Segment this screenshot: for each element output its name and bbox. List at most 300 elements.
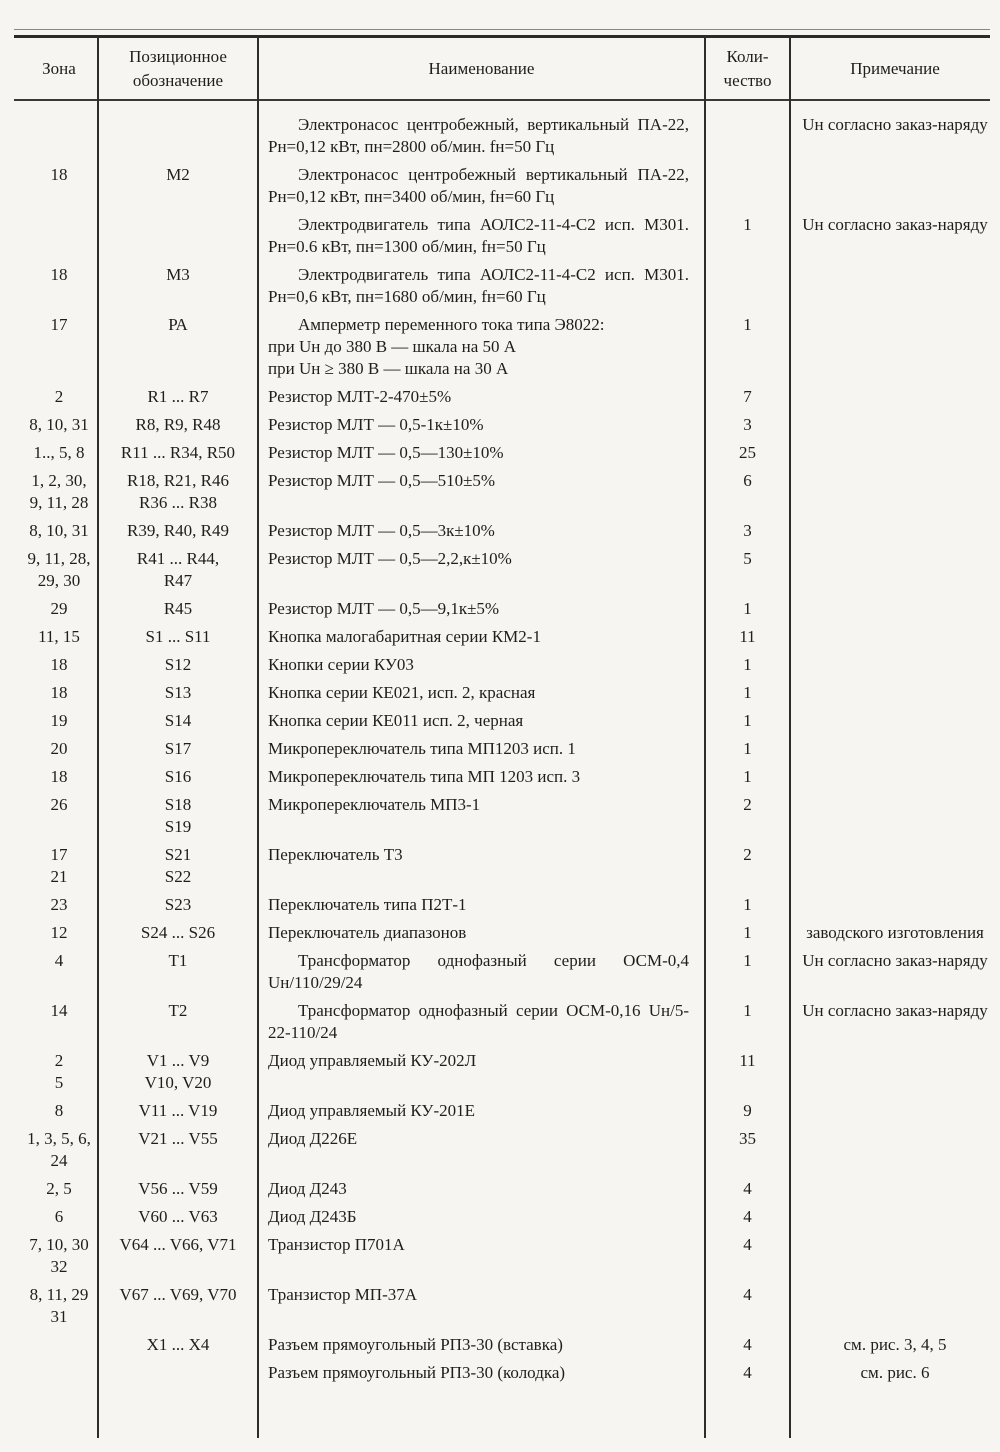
pos-text: М3 — [166, 265, 190, 284]
zone-text: 2 — [54, 387, 64, 406]
name-text: Электродвигатель типа АОЛС2-11-4-С2 исп. М301. Рн=0,6 кВт, пн=1680 об/мин, fн=60 Гц — [268, 265, 689, 306]
name-text: Электронасос центробежный, вертикальный ПА-22, Рн=0,12 кВт, пн=2800 об/мин. fн=50 Гц — [268, 115, 689, 156]
pos-text: М2 — [166, 165, 190, 184]
qty-cell — [705, 114, 790, 158]
name-text: Транзистор МП-37А — [268, 1285, 418, 1304]
note-cell — [790, 794, 1000, 838]
table-row — [20, 1096, 1000, 1124]
zone-text: 9, 11, 28, — [27, 549, 91, 568]
pos-cell — [98, 1284, 258, 1328]
table-row — [20, 594, 1000, 622]
note-cell — [790, 1128, 1000, 1172]
pos-text: R8, R9, R48 — [135, 415, 221, 434]
zone-text: 8, 10, 31 — [29, 521, 89, 540]
qty-cell — [705, 738, 790, 760]
pos-text: S22 — [164, 867, 192, 886]
zone-cell — [20, 314, 98, 380]
pos-cell — [98, 114, 258, 158]
pos-text: S18 — [164, 795, 192, 814]
pos-text: V10, V20 — [144, 1073, 212, 1092]
note-cell — [790, 1206, 1000, 1228]
zone-text: 1, 2, 30, — [31, 471, 87, 490]
pos-text: R18, R21, R46 — [126, 471, 230, 490]
qty-cell — [705, 1234, 790, 1278]
zone-cell — [20, 520, 98, 542]
zone-cell — [20, 214, 98, 258]
qty-cell — [705, 1100, 790, 1122]
table-body — [20, 104, 1000, 1386]
zone-cell — [20, 1050, 98, 1094]
zone-cell — [20, 548, 98, 592]
qty-cell — [705, 470, 790, 514]
qty-cell — [705, 1284, 790, 1328]
note-cell — [790, 950, 1000, 994]
note-text: Uн согласно заказ-наряду — [802, 1001, 988, 1020]
pos-cell — [98, 1000, 258, 1044]
qty-text: 2 — [743, 795, 752, 814]
name-text: Резистор МЛТ — 0,5-1к±10% — [268, 415, 484, 434]
name-cell — [258, 922, 705, 944]
zone-cell — [20, 442, 98, 464]
qty-text: 9 — [743, 1101, 752, 1120]
pos-text: V56 ... V59 — [138, 1179, 218, 1198]
header-note — [790, 57, 1000, 81]
table-row — [20, 1358, 1000, 1386]
note-cell — [790, 1050, 1000, 1094]
table-row — [20, 1280, 1000, 1330]
zone-cell — [20, 922, 98, 944]
name-cell — [258, 654, 705, 676]
name-text: при Uн до 380 В — шкала на 50 А — [268, 337, 517, 356]
name-text: Разъем прямоугольный РП3-30 (вставка) — [268, 1335, 563, 1354]
zone-text: 31 — [50, 1307, 68, 1326]
table-row — [20, 762, 1000, 790]
qty-text: 1 — [743, 215, 752, 234]
pos-text: R39, R40, R49 — [126, 521, 230, 540]
zone-cell — [20, 1234, 98, 1278]
qty-text: 1 — [743, 739, 752, 758]
name-cell — [258, 1234, 705, 1278]
zone-cell — [20, 844, 98, 888]
qty-cell — [705, 520, 790, 542]
header-quantity — [705, 45, 790, 93]
qty-cell — [705, 442, 790, 464]
note-cell — [790, 314, 1000, 380]
zone-text: 17 — [50, 315, 68, 334]
qty-cell — [705, 164, 790, 208]
table-row — [20, 706, 1000, 734]
name-cell — [258, 264, 705, 308]
zone-cell — [20, 738, 98, 760]
zone-cell — [20, 766, 98, 788]
note-text: Uн согласно заказ-наряду — [802, 215, 988, 234]
header-qty-label-line2: чество — [723, 71, 772, 90]
zone-text: 19 — [50, 711, 68, 730]
qty-cell — [705, 626, 790, 648]
zone-text: 5 — [54, 1073, 64, 1092]
zone-text: 29 — [50, 599, 68, 618]
pos-text: R45 — [163, 599, 193, 618]
name-cell — [258, 766, 705, 788]
pos-cell — [98, 414, 258, 436]
pos-cell — [98, 1050, 258, 1094]
note-text: Uн согласно заказ-наряду — [802, 951, 988, 970]
note-cell — [790, 738, 1000, 760]
pos-text: R36 ... R38 — [139, 493, 217, 512]
qty-cell — [705, 1206, 790, 1228]
pos-text: Т1 — [168, 951, 188, 970]
zone-text: 11, 15 — [38, 627, 80, 646]
pos-cell — [98, 844, 258, 888]
qty-text: 3 — [743, 415, 752, 434]
name-text: Кнопка серии КЕ021, исп. 2, красная — [268, 683, 536, 702]
pos-text: S23 — [164, 895, 192, 914]
qty-cell — [705, 710, 790, 732]
pos-cell — [98, 164, 258, 208]
qty-cell — [705, 922, 790, 944]
header-note-label: Примечание — [850, 59, 940, 78]
note-cell — [790, 520, 1000, 542]
name-text: Резистор МЛТ — 0,5—3к±10% — [268, 521, 495, 540]
qty-text: 3 — [743, 521, 752, 540]
note-cell — [790, 626, 1000, 648]
note-cell — [790, 1234, 1000, 1278]
table-row — [20, 1230, 1000, 1280]
name-text: Кнопки серии КУ03 — [268, 655, 414, 674]
zone-text: 8, 11, 29 — [29, 1285, 89, 1304]
pos-cell — [98, 1206, 258, 1228]
name-text: Электродвигатель типа АОЛС2-11-4-С2 исп. М301. Рн=0.6 кВт, пн=1300 об/мин, fн=50 Гц — [268, 215, 689, 256]
table-row — [20, 996, 1000, 1046]
zone-cell — [20, 1362, 98, 1384]
zone-text: 8 — [54, 1101, 64, 1120]
pos-text: V67 ... V69, V70 — [119, 1285, 237, 1304]
zone-cell — [20, 654, 98, 676]
pos-cell — [98, 654, 258, 676]
name-cell — [258, 1334, 705, 1356]
header-position-designation — [98, 45, 258, 93]
pos-text: S16 — [164, 767, 192, 786]
pos-text: S12 — [164, 655, 192, 674]
zone-text: 23 — [50, 895, 68, 914]
note-text: заводского изготовления — [806, 923, 984, 942]
qty-text: 25 — [739, 443, 756, 462]
name-cell — [258, 710, 705, 732]
pos-text: S17 — [164, 739, 192, 758]
zone-cell — [20, 1284, 98, 1328]
table-row — [20, 678, 1000, 706]
table-row — [20, 790, 1000, 840]
note-cell — [790, 844, 1000, 888]
note-cell — [790, 710, 1000, 732]
qty-text: 5 — [743, 549, 752, 568]
name-cell — [258, 844, 705, 888]
table-row — [20, 946, 1000, 996]
name-cell — [258, 548, 705, 592]
qty-cell — [705, 654, 790, 676]
qty-cell — [705, 894, 790, 916]
zone-cell — [20, 1206, 98, 1228]
table-row — [20, 734, 1000, 762]
table-header — [20, 38, 1000, 100]
table-row — [20, 382, 1000, 410]
pos-text: V11 ... V19 — [138, 1101, 218, 1120]
name-text: Резистор МЛТ — 0,5—9,1к±5% — [268, 599, 500, 618]
name-cell — [258, 1100, 705, 1122]
pos-cell — [98, 442, 258, 464]
name-text: Диод Д243Б — [268, 1207, 357, 1226]
note-cell — [790, 548, 1000, 592]
note-cell — [790, 386, 1000, 408]
note-cell — [790, 1000, 1000, 1044]
qty-cell — [705, 1178, 790, 1200]
name-text: Диод Д226Е — [268, 1129, 358, 1148]
table-row — [20, 1202, 1000, 1230]
zone-text: 21 — [50, 867, 68, 886]
note-cell — [790, 654, 1000, 676]
qty-text: 6 — [743, 471, 752, 490]
zone-cell — [20, 950, 98, 994]
pos-text: S14 — [164, 711, 192, 730]
name-cell — [258, 314, 705, 380]
pos-text: R1 ... R7 — [147, 387, 209, 406]
pos-text: V64 ... V66, V71 — [119, 1235, 237, 1254]
name-cell — [258, 414, 705, 436]
pos-text: R11 ... R34, R50 — [120, 443, 236, 462]
table-row — [20, 260, 1000, 310]
name-text: Диод управляемый КУ-201Е — [268, 1101, 476, 1120]
name-cell — [258, 1178, 705, 1200]
name-cell — [258, 520, 705, 542]
name-text: Трансформатор однофазный серии ОСМ-0,16 Uн/5-22-110/24 — [268, 1001, 689, 1042]
qty-text: 1 — [743, 683, 752, 702]
qty-text: 1 — [743, 767, 752, 786]
pos-text: S13 — [164, 683, 192, 702]
name-text: Амперметр переменного тока типа Э8022: — [298, 315, 605, 334]
note-cell — [790, 1178, 1000, 1200]
name-cell — [258, 1000, 705, 1044]
qty-text: 1 — [743, 923, 752, 942]
table-row — [20, 466, 1000, 516]
note-cell — [790, 1284, 1000, 1328]
header-zone-label: Зона — [42, 59, 76, 78]
qty-cell — [705, 682, 790, 704]
note-cell — [790, 1100, 1000, 1122]
note-cell — [790, 470, 1000, 514]
table-row — [20, 544, 1000, 594]
table-row — [20, 210, 1000, 260]
note-cell — [790, 1334, 1000, 1356]
zone-cell — [20, 114, 98, 158]
table-row — [20, 622, 1000, 650]
note-cell — [790, 164, 1000, 208]
zone-text: 12 — [50, 923, 68, 942]
name-text: Кнопка серии КЕ011 исп. 2, черная — [268, 711, 524, 730]
name-text: Микропереключатель типа МП 1203 исп. 3 — [268, 767, 581, 786]
qty-cell — [705, 844, 790, 888]
note-cell — [790, 1362, 1000, 1384]
note-cell — [790, 922, 1000, 944]
table-row — [20, 918, 1000, 946]
qty-text: 1 — [743, 655, 752, 674]
pos-cell — [98, 470, 258, 514]
note-text: Uн согласно заказ-наряду — [802, 115, 988, 134]
pos-cell — [98, 598, 258, 620]
pos-text: V60 ... V63 — [138, 1207, 218, 1226]
name-text: Резистор МЛТ — 0,5—2,2,к±10% — [268, 549, 512, 568]
pos-cell — [98, 626, 258, 648]
zone-cell — [20, 1334, 98, 1356]
table-row — [20, 310, 1000, 382]
pos-text: V21 ... V55 — [138, 1129, 218, 1148]
qty-text: 11 — [739, 627, 756, 646]
top-rule-thin — [14, 29, 990, 30]
qty-cell — [705, 1362, 790, 1384]
zone-text: 17 — [50, 845, 68, 864]
name-cell — [258, 950, 705, 994]
qty-cell — [705, 386, 790, 408]
pos-text: РА — [168, 315, 188, 334]
table-row — [20, 1330, 1000, 1358]
name-text: Кнопка малогабаритная серии КМ2-1 — [268, 627, 541, 646]
name-cell — [258, 114, 705, 158]
table-row — [20, 160, 1000, 210]
zone-text: 18 — [50, 655, 68, 674]
zone-cell — [20, 626, 98, 648]
zone-text: 8, 10, 31 — [29, 415, 89, 434]
name-text: Резистор МЛТ — 0,5—130±10% — [268, 443, 504, 462]
zone-text: 24 — [50, 1151, 68, 1170]
pos-cell — [98, 794, 258, 838]
pos-text: R47 — [163, 571, 193, 590]
zone-text: 18 — [50, 165, 68, 184]
table-row — [20, 1174, 1000, 1202]
qty-cell — [705, 1334, 790, 1356]
name-text: Резистор МЛТ — 0,5—510±5% — [268, 471, 496, 490]
qty-text: 1 — [743, 895, 752, 914]
qty-text: 4 — [743, 1179, 752, 1198]
pos-cell — [98, 1178, 258, 1200]
note-text: см. рис. 3, 4, 5 — [843, 1335, 947, 1354]
name-cell — [258, 1362, 705, 1384]
zone-cell — [20, 414, 98, 436]
note-cell — [790, 766, 1000, 788]
pos-cell — [98, 1128, 258, 1172]
name-cell — [258, 386, 705, 408]
zone-cell — [20, 164, 98, 208]
pos-cell — [98, 214, 258, 258]
qty-text: 4 — [743, 1335, 752, 1354]
name-cell — [258, 214, 705, 258]
zone-text: 18 — [50, 683, 68, 702]
table-row — [20, 1124, 1000, 1174]
name-cell — [258, 1206, 705, 1228]
qty-text: 4 — [743, 1285, 752, 1304]
name-cell — [258, 598, 705, 620]
name-cell — [258, 1128, 705, 1172]
qty-cell — [705, 214, 790, 258]
pos-cell — [98, 264, 258, 308]
name-cell — [258, 1284, 705, 1328]
qty-cell — [705, 1050, 790, 1094]
name-text: Транзистор П701А — [268, 1235, 405, 1254]
zone-cell — [20, 710, 98, 732]
note-cell — [790, 414, 1000, 436]
name-text: Переключатель типа П2Т-1 — [268, 895, 467, 914]
name-text: Электронасос центробежный вертикальный ПА-22, Рн=0,12 кВт, пн=3400 об/мин, fн=60 Гц — [268, 165, 689, 206]
zone-text: 1, 3, 5, 6, — [27, 1129, 91, 1148]
note-cell — [790, 264, 1000, 308]
qty-cell — [705, 794, 790, 838]
qty-cell — [705, 1000, 790, 1044]
qty-cell — [705, 766, 790, 788]
header-pos-label-line2: обозначение — [132, 71, 224, 90]
name-text: Разъем прямоугольный РП3-30 (колодка) — [268, 1363, 566, 1382]
name-cell — [258, 626, 705, 648]
table-row — [20, 890, 1000, 918]
name-text: при Uн ≥ 380 В — шкала на 30 А — [268, 359, 509, 378]
qty-cell — [705, 414, 790, 436]
table-row — [20, 110, 1000, 160]
pos-text: S1 ... S11 — [145, 627, 211, 646]
zone-text: 2 — [54, 1051, 64, 1070]
qty-cell — [705, 598, 790, 620]
note-cell — [790, 894, 1000, 916]
qty-cell — [705, 314, 790, 380]
zone-cell — [20, 894, 98, 916]
qty-cell — [705, 548, 790, 592]
pos-cell — [98, 922, 258, 944]
header-name — [258, 57, 705, 81]
header-name-label: Наименование — [428, 59, 535, 78]
qty-cell — [705, 950, 790, 994]
table-row — [20, 516, 1000, 544]
qty-cell — [705, 264, 790, 308]
name-cell — [258, 894, 705, 916]
name-text: Трансформатор однофазный серии ОСМ-0,4 Uн/110/29/24 — [268, 951, 689, 992]
pos-cell — [98, 710, 258, 732]
pos-cell — [98, 1362, 258, 1384]
qty-text: 4 — [743, 1207, 752, 1226]
pos-cell — [98, 386, 258, 408]
zone-text: 14 — [50, 1001, 68, 1020]
zone-cell — [20, 1000, 98, 1044]
note-cell — [790, 682, 1000, 704]
pos-text: R41 ... R44, — [136, 549, 220, 568]
pos-cell — [98, 1100, 258, 1122]
name-cell — [258, 1050, 705, 1094]
qty-text: 1 — [743, 599, 752, 618]
zone-cell — [20, 598, 98, 620]
name-text: Резистор МЛТ-2-470±5% — [268, 387, 452, 406]
name-cell — [258, 738, 705, 760]
qty-text: 1 — [743, 315, 752, 334]
zone-text: 1.., 5, 8 — [33, 443, 85, 462]
note-cell — [790, 442, 1000, 464]
pos-cell — [98, 682, 258, 704]
pos-cell — [98, 548, 258, 592]
zone-text: 7, 10, 30 — [29, 1235, 89, 1254]
header-pos-label-line1: Позиционное — [129, 47, 227, 66]
name-cell — [258, 164, 705, 208]
table-row — [20, 438, 1000, 466]
zone-text: 6 — [54, 1207, 64, 1226]
pos-cell — [98, 894, 258, 916]
header-zone — [20, 57, 98, 81]
zone-text: 18 — [50, 265, 68, 284]
zone-text: 29, 30 — [37, 571, 81, 590]
name-text: Переключатель диапазонов — [268, 923, 467, 942]
